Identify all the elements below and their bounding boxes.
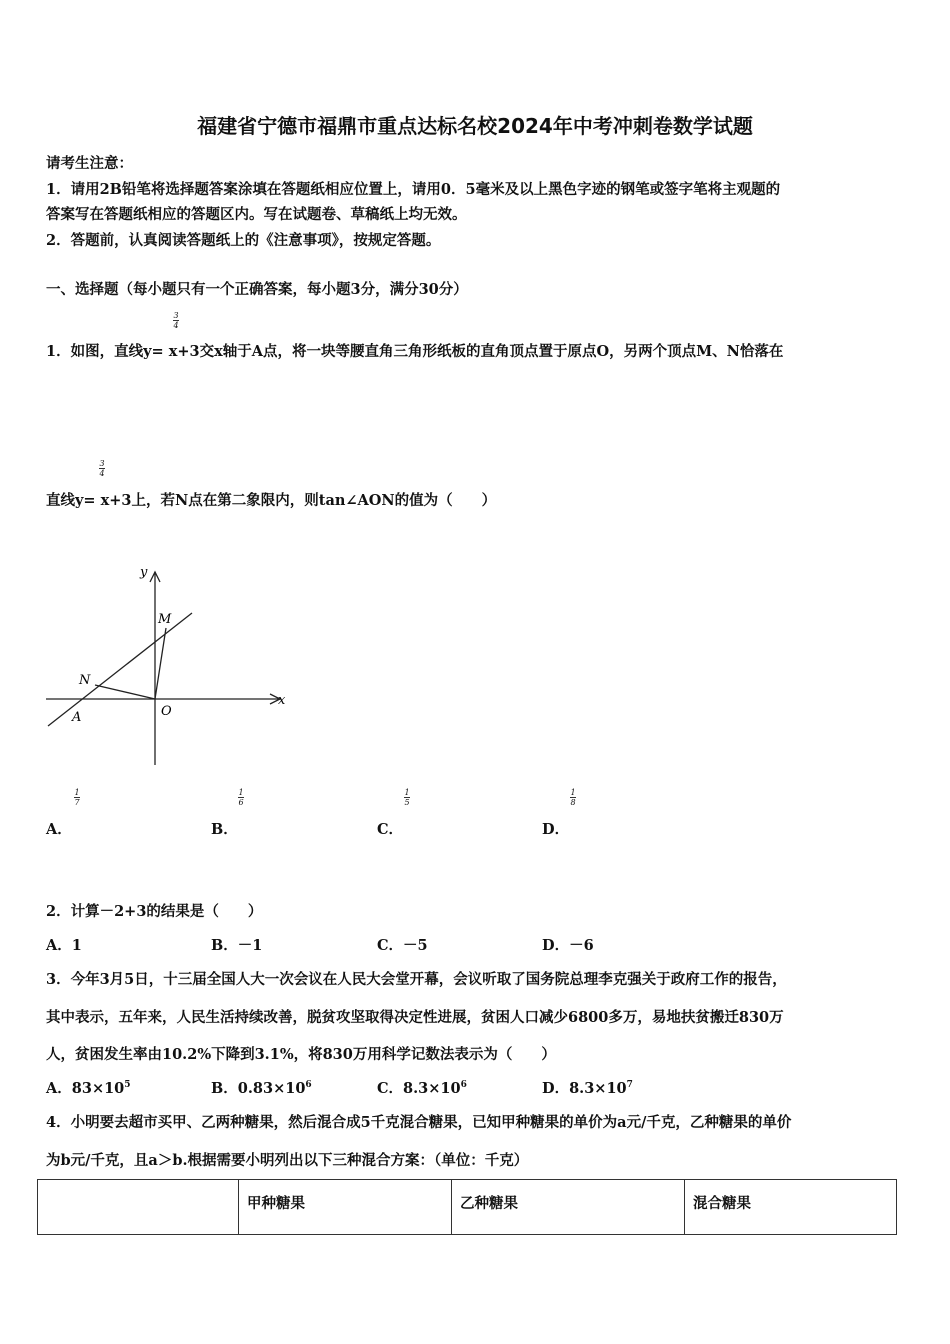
q4-stem-line-1: 4．小明要去超市买甲、乙两种糖果，然后混合成5千克混合糖果，已知甲种糖果的单价为a元/千克，乙种糖果的单价 bbox=[46, 1114, 792, 1131]
frac-num: 1 bbox=[570, 788, 576, 797]
q1-fraction-1 bbox=[173, 311, 179, 330]
q1-frac1-den: 4 bbox=[173, 321, 179, 330]
q4-mix-table bbox=[37, 1179, 897, 1235]
option-label: D． bbox=[542, 1080, 570, 1097]
q1-fraction-2 bbox=[99, 459, 105, 478]
notice-line-1: 1．请用2B铅笔将选择题答案涂填在答题纸相应位置上，请用0．5毫米及以上黑色字迹的钢笔或签字笔将主观题的 bbox=[46, 181, 781, 198]
q1-option-c-fraction bbox=[404, 788, 410, 807]
q3-option-d bbox=[542, 1077, 633, 1098]
q2-option-c: C．－5 bbox=[377, 937, 428, 954]
q3-option-b bbox=[211, 1077, 312, 1098]
frac-den: 6 bbox=[238, 798, 244, 807]
section-heading: 一、选择题（每小题只有一个正确答案，每小题3分，满分30分） bbox=[46, 281, 468, 298]
option-exponent: 7 bbox=[626, 1080, 633, 1091]
label-a: A bbox=[72, 710, 82, 725]
label-m: M bbox=[158, 612, 172, 627]
q3-stem-line-1: 3．今年3月5日，十三届全国人大一次会议在人民大会堂开幕，会议听取了国务院总理李克强关于政府工作的报告， bbox=[46, 971, 787, 988]
option-base: 0.83×10 bbox=[237, 1080, 306, 1097]
table-header-cell: 乙种糖果 bbox=[452, 1180, 685, 1235]
q1-option-c: C． bbox=[377, 821, 404, 838]
q2-option-a: A．1 bbox=[46, 937, 82, 954]
q1-option-b: B． bbox=[211, 821, 238, 838]
option-exponent: 6 bbox=[460, 1080, 467, 1091]
q3-stem-line-3: 人，贫困发生率由10.2%下降到3.1%，将830万用科学记数法表示为（ ） bbox=[46, 1046, 556, 1063]
label-n: N bbox=[79, 673, 91, 688]
q1-frac2-den: 4 bbox=[99, 469, 105, 478]
label-o: O bbox=[161, 704, 172, 719]
frac-num: 1 bbox=[404, 788, 410, 797]
notice-line-3: 2．答题前，认真阅读答题纸上的《注意事项》，按规定答题。 bbox=[46, 232, 441, 249]
frac-num: 1 bbox=[74, 788, 80, 797]
q3-option-a bbox=[46, 1077, 131, 1098]
option-exponent: 6 bbox=[305, 1080, 312, 1091]
option-base: 8.3×10 bbox=[569, 1080, 627, 1097]
q1-option-b-fraction bbox=[238, 788, 244, 807]
frac-num: 1 bbox=[238, 788, 244, 797]
q1-figure bbox=[44, 560, 294, 770]
option-label: C． bbox=[377, 1080, 404, 1097]
page-title: 福建省宁德市福鼎市重点达标名校2024年中考冲刺卷数学试题 bbox=[197, 114, 753, 138]
option-base: 83×10 bbox=[71, 1080, 125, 1097]
table-row bbox=[38, 1180, 897, 1235]
q2-option-b: B．－1 bbox=[211, 937, 263, 954]
option-exponent: 5 bbox=[124, 1080, 131, 1091]
frac-den: 7 bbox=[74, 798, 80, 807]
segment-on bbox=[95, 685, 155, 699]
frac-den: 5 bbox=[404, 798, 410, 807]
option-base: 8.3×10 bbox=[403, 1080, 461, 1097]
q1-frac2-num: 3 bbox=[99, 459, 105, 468]
label-x: x bbox=[278, 693, 286, 708]
q1-option-a: A． bbox=[46, 821, 72, 838]
table-header-cell bbox=[38, 1180, 239, 1235]
q2-option-d: D．－6 bbox=[542, 937, 594, 954]
label-y: y bbox=[140, 565, 148, 580]
q3-option-c bbox=[377, 1077, 467, 1098]
option-label: B． bbox=[211, 1080, 238, 1097]
q1-option-d: D． bbox=[542, 821, 570, 838]
q2-stem: 2．计算－2+3的结果是（ ） bbox=[46, 903, 263, 920]
q1-stem-line-2: 直线y= x+3上，若N点在第二象限内，则tan∠AON的值为（ ） bbox=[46, 492, 497, 509]
frac-den: 8 bbox=[570, 798, 576, 807]
q3-stem-line-2: 其中表示，五年来，人民生活持续改善，脱贫攻坚取得决定性进展，贫困人口减少6800多万，易地扶贫搬迁830万 bbox=[46, 1009, 784, 1026]
option-label: A． bbox=[46, 1080, 72, 1097]
q1-stem-line-1: 1．如图，直线y= x+3交x轴于A点，将一块等腰直角三角形纸板的直角顶点置于原点O，另两个顶点M、N恰落在 bbox=[46, 343, 784, 360]
segment-om bbox=[155, 628, 166, 699]
table-header-cell: 混合糖果 bbox=[685, 1180, 897, 1235]
q1-option-a-fraction bbox=[74, 788, 80, 807]
table-header-cell: 甲种糖果 bbox=[239, 1180, 452, 1235]
q4-stem-line-2: 为b元/千克，且a＞b.根据需要小明列出以下三种混合方案：（单位：千克） bbox=[46, 1152, 529, 1169]
q1-frac1-num: 3 bbox=[173, 311, 179, 320]
q1-option-d-fraction bbox=[570, 788, 576, 807]
notice-line-2: 答案写在答题纸相应的答题区内。写在试题卷、草稿纸上均无效。 bbox=[46, 206, 467, 223]
notice-heading: 请考生注意： bbox=[46, 155, 133, 172]
